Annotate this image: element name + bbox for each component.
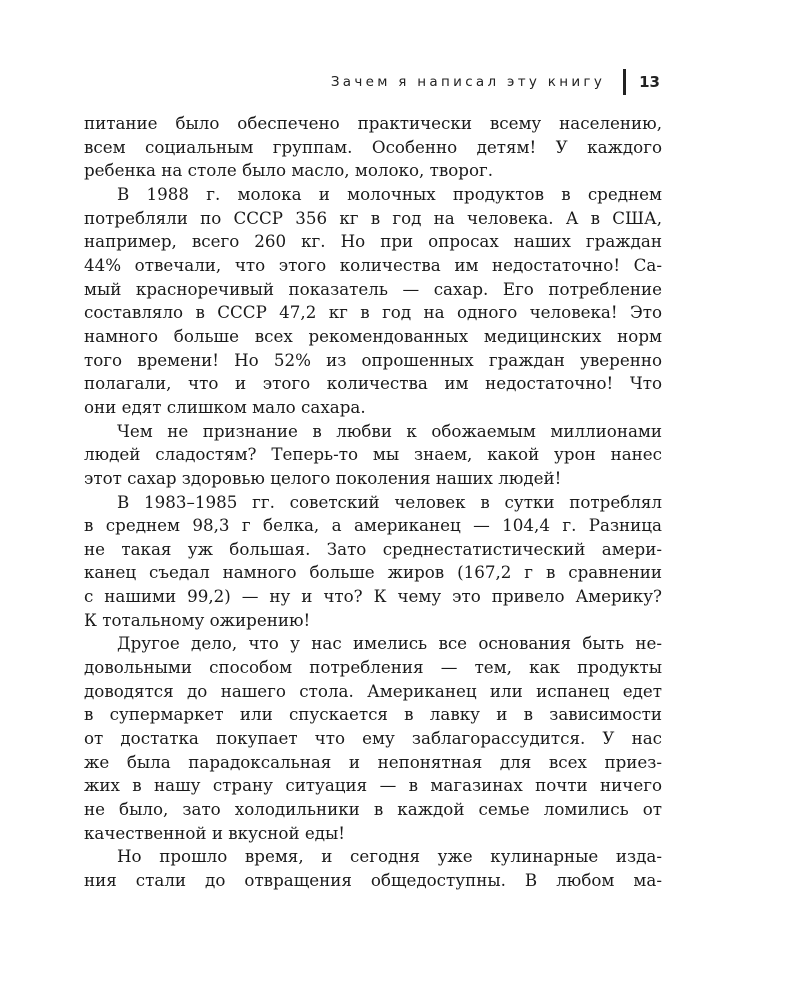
text-line: людей сладостям? Теперь-то мы знаем, какой урон нанес [84,444,662,465]
text-line: от достатка покупает что ему заблагорассудится. У нас [84,728,662,749]
text-line: они едят слишком мало сахара. [84,396,366,417]
text-line: В 1988 г. молока и молочных продуктов в среднем [117,183,662,204]
text-line: в супермаркет или спускается в лавку и в зависимости [84,704,662,725]
text-line: доводятся до нашего стола. Американец или испанец едет [84,680,662,701]
header-divider [623,69,626,95]
text-line: того времени! Но 52% из опрошенных граждан уверенно [84,349,662,370]
text-line: не такая уж большая. Зато среднестатистический амери- [84,538,662,559]
text-line: Чем не признание в любви к обожаемым миллионами [117,420,662,441]
text-line: К тотальному ожирению! [84,609,311,630]
text-line: этот сахар здоровью целого поколения наших людей! [84,467,562,488]
running-header [331,68,660,96]
page-number: 13 [639,73,660,91]
text-line: намного больше всех рекомендованных медицинских норм [84,325,662,346]
text-line: всем социальным группам. Особенно детям! У каждого [84,136,662,157]
paragraph [84,420,662,491]
text-line: в среднем 98,3 г белка, а американец — 104,4 г. Разница [84,515,662,536]
text-line: составляло в СССР 47,2 кг в год на одного человека! Это [84,302,662,323]
text-line: мый красноречивый показатель — сахар. Его потребление [84,278,662,299]
text-line: жих в нашу страну ситуация — в магазинах почти ничего [84,775,662,796]
text-line: канец съедал намного больше жиров (167,2 г в сравнении [84,562,662,583]
text-line: с нашими 99,2) — ну и что? К чему это привело Америку? [84,586,662,607]
text-line: не было, зато холодильники в каждой семье ломились от [84,799,662,820]
text-line: ребенка на столе было масло, молоко, творог. [84,160,494,181]
paragraph [84,491,662,633]
paragraph [84,112,662,183]
text-line: качественной и вкусной еды! [84,822,346,843]
paragraph [84,632,662,845]
paragraph [84,845,662,892]
text-line: например, всего 260 кг. Но при опросах наших граждан [84,231,662,252]
text-line: полагали, что и этого количества им недостаточно! Что [84,373,662,394]
text-line: Но прошло время, и сегодня уже кулинарные изда- [117,846,662,867]
paragraph [84,183,662,420]
text-line: Другое дело, что у нас имелись все основания быть не- [117,633,662,654]
page-body [84,112,662,893]
text-line: довольными способом потребления — тем, как продукты [84,657,662,678]
chapter-title: Зачем я написал эту книгу [330,74,606,90]
text-line: В 1983–1985 гг. советский человек в сутки потреблял [117,491,662,512]
text-line: ния стали до отвращения общедоступны. В любом ма- [84,870,662,890]
text-line: питание было обеспечено практически всему населению, [84,113,662,133]
text-line: 44% отвечали, что этого количества им недостаточно! Са- [84,254,662,275]
text-line: же была парадоксальная и непонятная для всех приез- [84,751,662,772]
text-line: потребляли по СССР 356 кг в год на человека. А в США, [84,207,662,228]
